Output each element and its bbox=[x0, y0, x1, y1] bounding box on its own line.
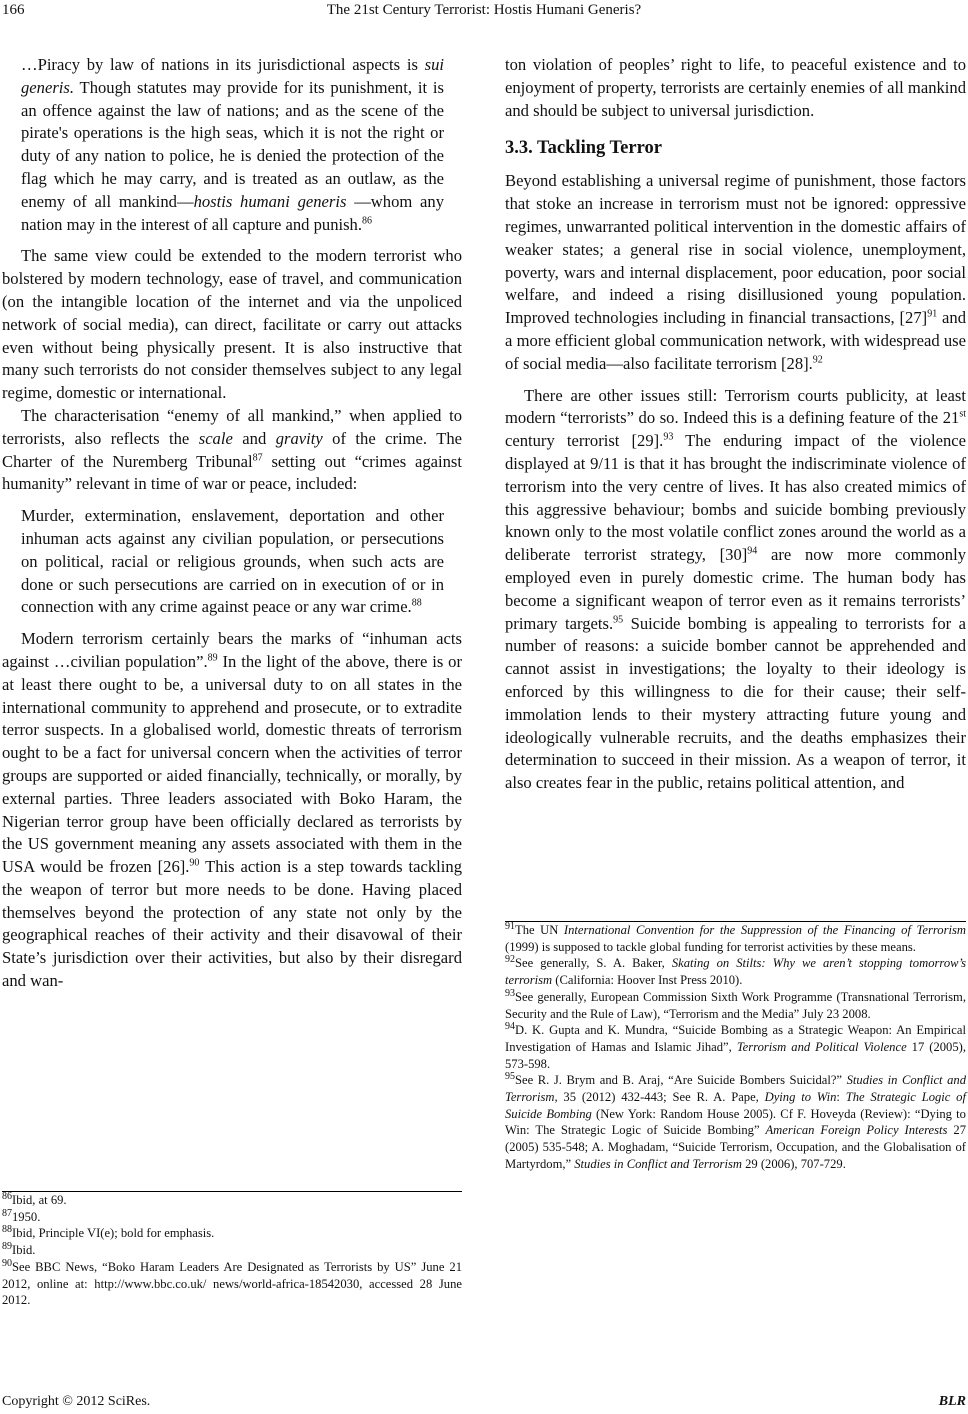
page-footer bbox=[2, 1394, 966, 1410]
footnote-92: $^{92}$See generally, S. A. Baker, Skating on Stilts: Why we aren’t stopping tomorrow’s terrorism (California: Hoover Inst Press 2010). bbox=[505, 954, 966, 988]
left-column bbox=[2, 54, 462, 993]
footnotes-left bbox=[2, 1191, 462, 1309]
section-heading: 3.3. Tackling Terror bbox=[505, 138, 662, 159]
block-quote-nuremberg: Murder, extermination, enslavement, deportation and other inhuman acts against any civilian population, or persecutions on political, racial or religious grounds, when such acts are done or such persecutions are carried on in execution of or in connection with any crime against peace or any war crime.$^{88}$ bbox=[21, 506, 444, 617]
block-quote-piracy: …Piracy by law of nations in its jurisdictional aspects is sui generis. Though statutes may provide for its punishment, it is an offence against the law of nations; and as the scene of the pirate's operations is the high seas, which it is not the right or duty of any nation to police, he is denied the protection of the flag which he may carry, and is treated as an outlaw, as the enemy of all mankind—hostis humani generis —whom any nation may in the interest of all capture and punish.$^{86}$ bbox=[21, 55, 444, 234]
page-number: 166 bbox=[2, 2, 25, 18]
running-title: The 21st Century Terrorist: Hostis Humani Generis? bbox=[326, 2, 642, 18]
running-header bbox=[0, 2, 968, 22]
paragraph: Modern terrorism certainly bears the marks of “inhuman acts against …civilian population”.$^{89}$ In the light of the above, there is or at least there ought to be, a universal duty to on all states in the international community to apprehend and prosecute, or to extradite terror suspects. In a globalised world, domestic threats of terrorism ought to be a fact for universal concern when the activities of terror groups are supported or aided financially, technically, or morally, by external parties. Three leaders associated with Boko Haram, the Nigerian terror group have been officially declared as terrorists by the US government meaning any assets associated with them in the USA would be frozen [26].$^{90}$ This action is a step towards tackling the weapon of terror but more needs to be done. Having placed themselves beyond the protection of any state not only by the geographical reaches of their activity and their disavowal of their State’s jurisdiction over their activities, but also by their disregard and wan- bbox=[2, 629, 462, 991]
footnote-90: $^{90}$See BBC News, “Boko Haram Leaders Are Designated as Terrorists by US” June 21 2012, online at: http://www.bbc.co.uk/ news/world-africa-18542030, accessed 28 June 2012. bbox=[2, 1257, 462, 1308]
footnote-ref: 90 bbox=[189, 857, 200, 869]
footnote-ref: 91 bbox=[927, 308, 938, 320]
footnote-95: $^{95}$See R. J. Brym and B. Araj, “Are Suicide Bombers Suicidal?” Studies in Conflict and Terrorism, 35 (2012) 432-443; See R. A. Pape, Dying to Win: The Strategic Logic of Suicide Bombing (New York: Random House 2005). Cf F. Hoveyda (Review): “Dying to Win: The Strategic Logic of Suicide Bombing” American Foreign Policy Interests 27 (2005) 535-548; A. Moghadam, “Suicide Terrorism, Occupation, and the Globalisation of Martyrdom,” Studies in Conflict and Terrorism 29 (2006), 707-729. bbox=[505, 1071, 966, 1171]
footnote-88: $^{88}$Ibid, Principle VI(e); bold for emphasis. bbox=[2, 1224, 215, 1241]
paragraph: The same view could be extended to the modern terrorist who bolstered by modern technology, ease of travel, and communication (on the intangible location of the internet and via the unpoliced network of social media), can direct, facilitate or carry out attacks even without being physically present. It is also instructive that many such terrorists do not consider themselves subject to any legal regime, domestic or international. bbox=[2, 246, 462, 403]
footnote-ref: 88 bbox=[411, 597, 422, 609]
footnote-86: $^{86}$Ibid, at 69. bbox=[2, 1190, 67, 1207]
footnote-ref: 94 bbox=[747, 545, 758, 557]
footnote-94: $^{94}$D. K. Gupta and K. Mundra, “Suicide Bombing as a Strategic Weapon: An Empirical Investigation of Hamas and Islamic Jihad”, Terrorism and Political Violence 17 (2005), 573-598. bbox=[505, 1021, 966, 1071]
footnote-89: $^{89}$Ibid. bbox=[2, 1240, 36, 1258]
footnote-ref: 93 bbox=[663, 431, 674, 443]
paragraph: Beyond establishing a universal regime of punishment, those factors that stoke an increase in terrorism must not be ignored: oppressive regimes, unwarranted political intervention in the domestic affairs of weaker states; a general rise in social violence, unemployment, poverty, wars and internal displacement, poor education, poor social welfare, and indeed a rising disillusioned young population. Improved technologies including in financial transactions, $[27]^{91}$ and a more efficient global communication network, with widespread use of social media—also facilitate terrorism [28].$^{92}$ bbox=[505, 171, 966, 373]
footnote-ref: 87 bbox=[252, 452, 263, 464]
footnote-ref: 92 bbox=[812, 354, 823, 366]
journal-abbreviation: BLR bbox=[938, 1394, 966, 1409]
footnote-ref: 89 bbox=[207, 652, 218, 664]
footnotes-right bbox=[505, 921, 966, 1173]
footnote-87: $^{87}$1950. bbox=[2, 1207, 41, 1224]
copyright-notice: Copyright © 2012 SciRes. bbox=[2, 1394, 151, 1409]
right-column bbox=[505, 54, 966, 795]
footnote-93: $^{93}$See generally, European Commission Sixth Work Programme (Transnational Terrorism, Security and the Rule of Law), “Terrorism and the Media” July 23 2008. bbox=[505, 987, 966, 1021]
footnote-91: $^{91}$The UN International Convention for the Suppression of the Financing of Terrorism (1999) is supposed to tackle global funding for terrorist activities by these means. bbox=[505, 920, 966, 954]
paragraph: The characterisation “enemy of all mankind,” when applied to terrorists, also reflects the scale and gravity of the crime. The Charter of the Nuremberg Tribunal$^{87}$ setting out “crimes against humanity” relevant in time of war or peace, included: bbox=[2, 405, 462, 494]
paragraph-continued: ton violation of peoples’ right to life, to peaceful existence and to enjoyment of property, terrorists are certainly enemies of all mankind and should be subject to universal jurisdiction. bbox=[505, 55, 966, 120]
paragraph: There are other issues still: Terrorism courts publicity, at least modern “terrorists” do so. Indeed this is a defining feature of the 21st century terrorist [29].$^{93}$ The enduring impact of the violence displayed at 9/11 is that it has brought the indiscriminate violence of terrorism into the very centre of lives. It has also created mimics of this aggressive behaviour; bombs and suicide bombing previously known only to the most volatile conflict zones around the world as a deliberate terrorist strategy, $[30]^{94}$ are now more commonly employed even in purely domestic crime. The human body has become a significant weapon of terror even as it remains terrorists’ primary targets.$^{95}$ Suicide bombing is appealing to terrorists for a number of reasons: a suicide bomber cannot be apprehended and cannot assist in investigations; the loyalty to their ideology is enforced by this willingness to die for their cause; their self-immolation lends to their mystery attracting future young and ideologically vulnerable recruits, and the deaths emphasizes their determination to succeed in their mission. As a weapon of terror, it also creates fear in the public, retains political attention, and bbox=[505, 385, 967, 793]
footnote-ref: 95 bbox=[613, 614, 624, 625]
footnote-ref: 86 bbox=[362, 215, 372, 227]
